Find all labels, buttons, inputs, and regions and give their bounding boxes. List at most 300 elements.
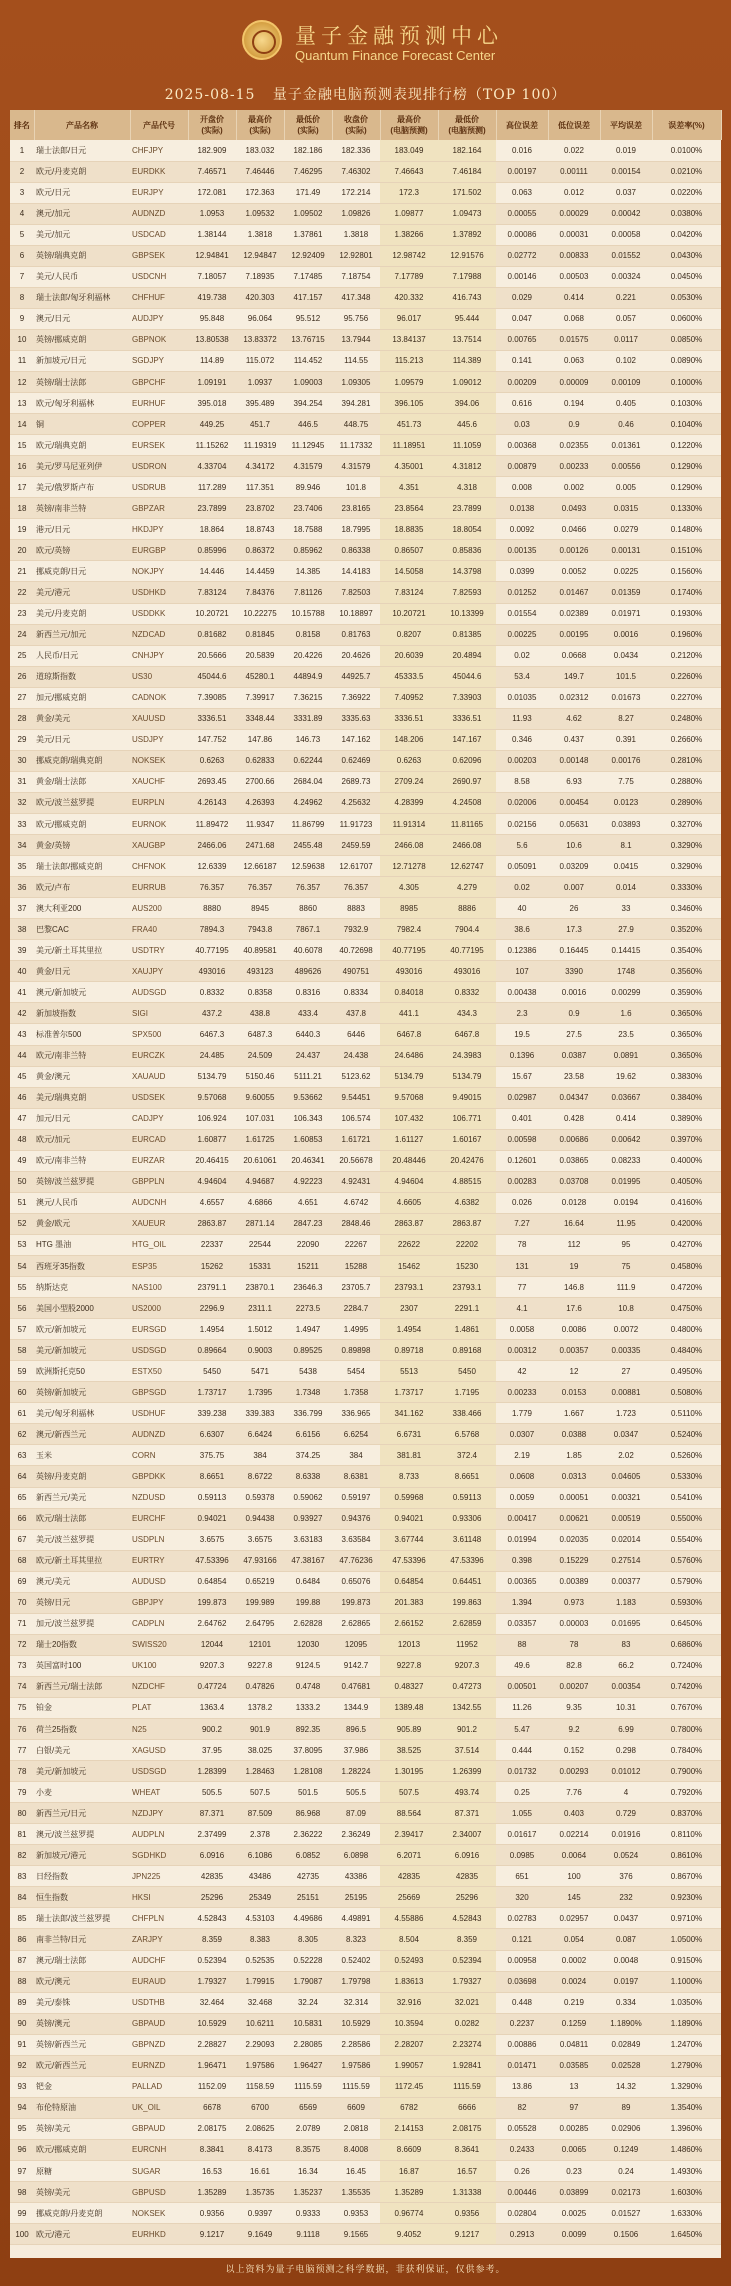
table-cell: 376 (600, 1866, 652, 1887)
table-row (10, 687, 721, 708)
table-cell: 24 (10, 624, 34, 645)
table-cell: 505.5 (188, 1782, 236, 1803)
table-cell: 6467.8 (438, 1024, 496, 1045)
table-cell: 0.8358 (236, 982, 284, 1003)
table-cell: 183.049 (380, 140, 438, 161)
table-cell: 0.428 (548, 1108, 600, 1129)
table-cell: 37.514 (438, 1740, 496, 1761)
table-cell: 14.4459 (236, 561, 284, 582)
table-cell: JPN225 (130, 1866, 188, 1887)
table-cell: 2690.97 (438, 771, 496, 792)
table-cell: 7.17485 (284, 266, 332, 287)
table-row (10, 498, 721, 519)
table-cell: 7.17789 (380, 266, 438, 287)
table-cell: 1.2470% (652, 2034, 721, 2055)
table-row (10, 2118, 721, 2139)
table-cell: 13.76715 (284, 329, 332, 350)
table-cell: 0.0024 (548, 1971, 600, 1992)
table-cell: EURSEK (130, 435, 188, 456)
table-cell: 0.1000% (652, 372, 721, 393)
table-cell: 15 (10, 435, 34, 456)
table-cell: 0.12386 (496, 940, 548, 961)
table-row (10, 1550, 721, 1571)
table-cell: 0.03667 (600, 1087, 652, 1108)
table-cell: 0.59062 (284, 1487, 332, 1508)
table-cell: 0.0100% (652, 140, 721, 161)
table-cell: 欧元/新土耳其里拉 (34, 1550, 130, 1571)
logo-icon (242, 20, 282, 60)
table-cell: 434.3 (438, 1003, 496, 1024)
table-cell: 欧元/瑞典克朗 (34, 435, 130, 456)
table-cell: 0.01361 (600, 435, 652, 456)
table-cell: 0.346 (496, 729, 548, 750)
table-cell: 0.0025 (548, 2203, 600, 2224)
table-cell: 83 (600, 1634, 652, 1655)
table-cell: 68 (10, 1550, 34, 1571)
table-cell: 14.446 (188, 561, 236, 582)
table-cell: 63 (10, 1445, 34, 1466)
table-cell: 0.0524 (600, 1845, 652, 1866)
table-cell: 27 (600, 1361, 652, 1382)
table-cell: 0.0850% (652, 329, 721, 350)
table-cell: NZDCAD (130, 624, 188, 645)
table-cell: 0.02987 (496, 1087, 548, 1108)
table-cell: 0.6263 (188, 750, 236, 771)
table-cell: 英镑/南非兰特 (34, 498, 130, 519)
table-cell: 375.75 (188, 1445, 236, 1466)
table-cell: 1.3818 (332, 224, 380, 245)
table-cell: 2.08625 (236, 2118, 284, 2139)
table-cell: 英镑/澳元 (34, 2013, 130, 2034)
table-cell: 0.9356 (438, 2203, 496, 2224)
table-cell: 147.752 (188, 729, 236, 750)
table-cell: 加元/波兰兹罗提 (34, 1613, 130, 1634)
table-cell: 美元/新加坡元 (34, 1340, 130, 1361)
table-cell: 2.64795 (236, 1613, 284, 1634)
table-cell: 446.5 (284, 414, 332, 435)
table-cell: 15331 (236, 1255, 284, 1276)
table-cell: USDSGD (130, 1761, 188, 1782)
table-cell: 1.055 (496, 1803, 548, 1824)
table-cell: 2.0818 (332, 2118, 380, 2139)
table-cell: 1.28108 (284, 1761, 332, 1782)
table-cell: 0.01552 (600, 245, 652, 266)
table-cell: 23793.1 (438, 1277, 496, 1298)
table-cell: 94 (10, 2097, 34, 2118)
table-row (10, 1361, 721, 1382)
table-cell: AUDSGD (130, 982, 188, 1003)
table-cell: 76.357 (236, 877, 284, 898)
table-cell: 396.105 (380, 393, 438, 414)
table-cell: 896.5 (332, 1719, 380, 1740)
table-cell: 52 (10, 1213, 34, 1234)
table-cell: 10.13399 (438, 603, 496, 624)
table-cell: 10.6211 (236, 2013, 284, 2034)
brand-name-en: Quantum Finance Forecast Center (295, 48, 496, 63)
table-cell: 1.35535 (332, 2182, 380, 2203)
table-cell: 100 (10, 2224, 34, 2245)
table-cell: 2296.9 (188, 1298, 236, 1319)
table-row (10, 1592, 721, 1613)
table-cell: 23705.7 (332, 1277, 380, 1298)
table-cell: 0.02783 (496, 1908, 548, 1929)
table-cell: GBPZAR (130, 498, 188, 519)
table-cell: 12013 (380, 1634, 438, 1655)
table-cell: 0.007 (548, 877, 600, 898)
table-cell: 76.357 (188, 877, 236, 898)
table-cell: 47 (10, 1108, 34, 1129)
table-cell: 23.7899 (188, 498, 236, 519)
table-cell: 47.53396 (438, 1550, 496, 1571)
table-cell: 0.00209 (496, 372, 548, 393)
table-cell: 0.62096 (438, 750, 496, 771)
table-cell: 美国小型股2000 (34, 1298, 130, 1319)
table-row (10, 1150, 721, 1171)
table-row (10, 1066, 721, 1087)
table-cell: 1.3540% (652, 2097, 721, 2118)
table-cell: 澳元/波兰兹罗提 (34, 1824, 130, 1845)
table-cell: 4.31579 (332, 456, 380, 477)
column-header-sublabel: (电脑预测) (448, 126, 486, 135)
table-cell: 0.00225 (496, 624, 548, 645)
table-cell: NZDCHF (130, 1676, 188, 1697)
column-header-label: 最低价 (296, 115, 320, 124)
table-cell: 117.289 (188, 477, 236, 498)
column-header-sublabel: (实际) (201, 126, 223, 135)
table-cell: 3390 (548, 961, 600, 982)
table-cell: 70 (10, 1592, 34, 1613)
table-cell: 384 (332, 1445, 380, 1466)
table-cell: 7.75 (600, 771, 652, 792)
table-cell: 9124.5 (284, 1655, 332, 1676)
table-cell: 0.5240% (652, 1424, 721, 1445)
table-cell: 5 (10, 224, 34, 245)
table-cell: 黄金/日元 (34, 961, 130, 982)
table-cell: 0.02006 (496, 792, 548, 813)
table-cell: 0.81763 (332, 624, 380, 645)
table-cell: 1172.45 (380, 2076, 438, 2097)
table-cell: 2466.06 (188, 835, 236, 856)
table-cell: 0.5760% (652, 1550, 721, 1571)
table-cell: 493123 (236, 961, 284, 982)
table-cell: 2863.87 (188, 1213, 236, 1234)
table-cell: 0.89168 (438, 1340, 496, 1361)
table-cell: 美元/加元 (34, 224, 130, 245)
table-cell: 8985 (380, 898, 438, 919)
table-cell: 97 (548, 2097, 600, 2118)
table-row (10, 603, 721, 624)
table-cell: 8880 (188, 898, 236, 919)
table-cell: 182.336 (332, 140, 380, 161)
table-cell: 0.05631 (548, 814, 600, 835)
table-cell: 2311.1 (236, 1298, 284, 1319)
table-cell: 0.59197 (332, 1487, 380, 1508)
table-cell: 172.214 (332, 182, 380, 203)
table-cell: 0.5110% (652, 1403, 721, 1424)
table-cell: 4.31812 (438, 456, 496, 477)
table-cell: EURCZK (130, 1045, 188, 1066)
table-cell: 0.0307 (496, 1424, 548, 1445)
table-cell: 17.3 (548, 919, 600, 940)
table-cell: 0.6263 (380, 750, 438, 771)
table-cell: 2.14153 (380, 2118, 438, 2139)
table-cell: 171.49 (284, 182, 332, 203)
table-cell: 40.6078 (284, 940, 332, 961)
table-cell: 12030 (284, 1634, 332, 1655)
table-cell: 英镑/瑞士法郎 (34, 372, 130, 393)
table-cell: 0.9353 (332, 2203, 380, 2224)
table-cell: 0.8334 (332, 982, 380, 1003)
table-cell: 0.4750% (652, 1298, 721, 1319)
table-cell: 0.00519 (600, 1508, 652, 1529)
table-cell: 67 (10, 1529, 34, 1550)
table-cell: 澳元/新加坡元 (34, 982, 130, 1003)
table-cell: 2.36222 (284, 1824, 332, 1845)
table-cell: 2.64762 (188, 1613, 236, 1634)
table-cell: 336.799 (284, 1403, 332, 1424)
table-cell: 8.6381 (332, 1466, 380, 1487)
table-cell: 45333.5 (380, 666, 438, 687)
table-cell: 44925.7 (332, 666, 380, 687)
table-cell: 448.75 (332, 414, 380, 435)
table-cell: 147.86 (236, 729, 284, 750)
table-cell: 9.1565 (332, 2224, 380, 2245)
table-cell: 10.6 (548, 835, 600, 856)
table-cell: 4.88515 (438, 1171, 496, 1192)
table-row (10, 329, 721, 350)
table-row (10, 898, 721, 919)
table-row (10, 624, 721, 645)
table-cell: 1.37892 (438, 224, 496, 245)
table-cell: 40.77195 (380, 940, 438, 961)
table-cell: 6467.8 (380, 1024, 438, 1045)
table-cell: 0.0072 (600, 1319, 652, 1340)
table-cell: 新西兰元/日元 (34, 1803, 130, 1824)
table-cell: 0.0380% (652, 203, 721, 224)
table-cell: 1.61127 (380, 1129, 438, 1150)
table-cell: 0.401 (496, 1108, 548, 1129)
table-cell: PLAT (130, 1697, 188, 1718)
table-cell: 6.99 (600, 1719, 652, 1740)
column-header-sublabel: (实际) (345, 126, 367, 135)
table-cell: 0.391 (600, 729, 652, 750)
table-cell: 87.371 (188, 1803, 236, 1824)
table-row (10, 1803, 721, 1824)
column-header-label: 最高价 (397, 115, 421, 124)
table-cell: 0.47826 (236, 1676, 284, 1697)
table-cell: 34 (10, 835, 34, 856)
table-cell: 0.52535 (236, 1950, 284, 1971)
table-cell: CHFNOK (130, 856, 188, 877)
table-cell: 澳元/瑞士法郎 (34, 1950, 130, 1971)
table-cell: 0.00886 (496, 2034, 548, 2055)
table-cell: 0.0450% (652, 266, 721, 287)
table-cell: 0.3540% (652, 940, 721, 961)
table-cell: 10.18897 (332, 603, 380, 624)
table-cell: USDRON (130, 456, 188, 477)
table-cell: 1.60853 (284, 1129, 332, 1150)
table-cell: 0.1290% (652, 477, 721, 498)
table-cell: 16.45 (332, 2161, 380, 2182)
table-cell: HKDJPY (130, 519, 188, 540)
table-cell: 0.1560% (652, 561, 721, 582)
table-row (10, 266, 721, 287)
table-cell: 182.164 (438, 140, 496, 161)
table-cell: 1.38266 (380, 224, 438, 245)
table-cell: 4.26143 (188, 792, 236, 813)
table-cell: 25195 (332, 1887, 380, 1908)
table-row (10, 1466, 721, 1487)
table-cell: 147.167 (438, 729, 496, 750)
table-cell: 489626 (284, 961, 332, 982)
table-cell: 0.00598 (496, 1129, 548, 1150)
table-cell: XAUAUD (130, 1066, 188, 1087)
table-cell: 0.414 (600, 1108, 652, 1129)
table-cell: 8886 (438, 898, 496, 919)
table-cell: 1152.09 (188, 2076, 236, 2097)
table-cell: 23870.1 (236, 1277, 284, 1298)
table-cell: 33 (10, 814, 34, 835)
table-cell: 25 (10, 645, 34, 666)
table-cell: 0.00312 (496, 1340, 548, 1361)
table-cell: 13.7514 (438, 329, 496, 350)
table-cell: 22544 (236, 1234, 284, 1255)
table-row (10, 519, 721, 540)
table-cell: 0.334 (600, 1992, 652, 2013)
table-cell: PALLAD (130, 2076, 188, 2097)
table-cell: USDHUF (130, 1403, 188, 1424)
table-cell: 107.031 (236, 1108, 284, 1129)
table-cell: 0.01252 (496, 582, 548, 603)
table-cell: 49 (10, 1150, 34, 1171)
table-cell: 106.574 (332, 1108, 380, 1129)
table-cell: 4.6557 (188, 1192, 236, 1213)
table-cell: 6.6424 (236, 1424, 284, 1445)
table-cell: 25151 (284, 1887, 332, 1908)
table-cell: 0.00299 (600, 982, 652, 1003)
table-cell: 0.1290% (652, 456, 721, 477)
table-cell: 0.5540% (652, 1529, 721, 1550)
table-cell: 23646.3 (284, 1277, 332, 1298)
table-row (10, 203, 721, 224)
table-cell: 13.7944 (332, 329, 380, 350)
table-cell: 0.00042 (600, 203, 652, 224)
table-cell: 0.00293 (548, 1761, 600, 1782)
table-cell: 0.0493 (548, 498, 600, 519)
table-cell: 0.7840% (652, 1740, 721, 1761)
table-cell: 2689.73 (332, 771, 380, 792)
table-cell: 86 (10, 1929, 34, 1950)
table-row (10, 940, 721, 961)
table-cell: 20.4894 (438, 645, 496, 666)
table-cell: 欧元/港元 (34, 2224, 130, 2245)
table-cell: 1.85 (548, 1445, 600, 1466)
table-cell: 0.444 (496, 1740, 548, 1761)
table-cell: 146.73 (284, 729, 332, 750)
table-cell: 92 (10, 2055, 34, 2076)
table-cell: 6.0916 (438, 1845, 496, 1866)
table-cell: 199.873 (188, 1592, 236, 1613)
table-row (10, 1171, 721, 1192)
table-row (10, 1213, 721, 1234)
table-cell: 0.0048 (600, 1950, 652, 1971)
table-cell: 2.28207 (380, 2034, 438, 2055)
table-body (10, 140, 721, 2245)
table-cell: 37 (10, 898, 34, 919)
table-cell: 38.525 (380, 1740, 438, 1761)
table-cell: 10.15788 (284, 603, 332, 624)
table-cell: 0.063 (548, 350, 600, 371)
table-cell: 394.254 (284, 393, 332, 414)
table-cell: 欧元/新加坡元 (34, 1319, 130, 1340)
table-cell: 欧元/英镑 (34, 540, 130, 561)
table-cell: 新西兰元/加元 (34, 624, 130, 645)
table-cell: 6.0916 (188, 1845, 236, 1866)
table-cell: 16.53 (188, 2161, 236, 2182)
table-cell: 0.2890% (652, 792, 721, 813)
table-cell: 1158.59 (236, 2076, 284, 2097)
table-cell: 0.0153 (548, 1382, 600, 1403)
table-cell: 17 (10, 477, 34, 498)
table-cell: 0.152 (548, 1740, 600, 1761)
table-cell: 0.0197 (600, 1971, 652, 1992)
table-cell: XAUGBP (130, 835, 188, 856)
table-row (10, 1298, 721, 1319)
table-cell: 0.8670% (652, 1866, 721, 1887)
table-cell: 20.56678 (332, 1150, 380, 1171)
table-cell: 8.27 (600, 708, 652, 729)
table-cell: 16.34 (284, 2161, 332, 2182)
table-cell: 0.3590% (652, 982, 721, 1003)
table-cell: 0.00357 (548, 1340, 600, 1361)
table-cell: 4.33704 (188, 456, 236, 477)
table-cell: 33 (600, 898, 652, 919)
table-cell: 0.014 (600, 877, 652, 898)
table-cell: 1.97586 (332, 2055, 380, 2076)
table-row (10, 792, 721, 813)
table-cell: USDDKK (130, 603, 188, 624)
table-cell: 7.17988 (438, 266, 496, 287)
table-cell: 50 (10, 1171, 34, 1192)
table-cell: 0.019 (600, 140, 652, 161)
table-cell: 1.96471 (188, 2055, 236, 2076)
table-cell: 0.00454 (548, 792, 600, 813)
table-cell: 417.157 (284, 287, 332, 308)
table-row (10, 2076, 721, 2097)
table-cell: 22267 (332, 1234, 380, 1255)
table-cell: 1.4954 (380, 1319, 438, 1340)
table-cell: 4.26393 (236, 792, 284, 813)
table-cell: 20 (10, 540, 34, 561)
table-cell: 荷兰25指数 (34, 1719, 130, 1740)
table-cell: 0.86338 (332, 540, 380, 561)
table-row (10, 287, 721, 308)
table-cell: 0.8332 (188, 982, 236, 1003)
table-cell: 24.3983 (438, 1045, 496, 1066)
table-cell: 7.46302 (332, 161, 380, 182)
table-cell: SGDJPY (130, 350, 188, 371)
table-cell: 95.848 (188, 308, 236, 329)
table-cell: 0.1040% (652, 414, 721, 435)
table-cell: 0.02528 (600, 2055, 652, 2076)
table-row (10, 1655, 721, 1676)
table-cell: 59 (10, 1361, 34, 1382)
table-cell: AUDJPY (130, 308, 188, 329)
table-cell: 0.00135 (496, 540, 548, 561)
table-cell: 0.00686 (548, 1129, 600, 1150)
table-cell: 瑞士法郎/挪威克朗 (34, 856, 130, 877)
table-cell: 0.403 (548, 1803, 600, 1824)
